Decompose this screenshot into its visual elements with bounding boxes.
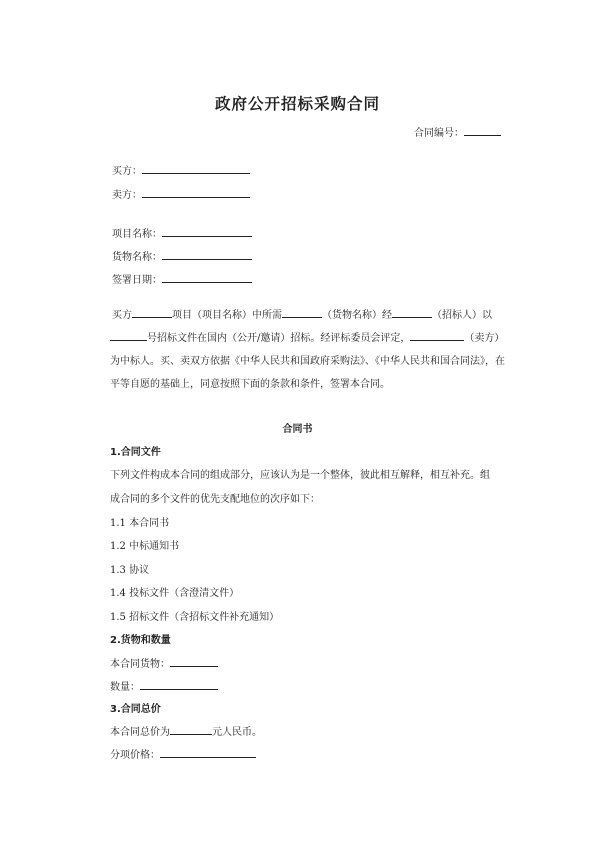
itemized-price-field: [110, 746, 256, 761]
intro-text: （招标人）以: [432, 310, 492, 321]
sign-date-blank: [162, 271, 252, 283]
document-title: 政府公开招标采购合同: [214, 95, 380, 113]
intro-text: 买方: [112, 310, 132, 321]
quantity-blank: [140, 678, 218, 690]
buyer-field: [112, 162, 250, 177]
intro-blank: [282, 306, 322, 318]
project-name-blank: [162, 225, 252, 237]
buyer-label: 买方：: [112, 166, 142, 177]
intro-blank: [132, 306, 172, 318]
contract-goods-label: 本合同货物：: [110, 659, 170, 670]
contract-number-field: [414, 124, 501, 139]
total-price-blank: [170, 723, 212, 735]
total-price-line: [110, 723, 262, 738]
itemized-price-blank: [160, 746, 256, 758]
total-price-currency: 元人民币。: [212, 727, 262, 738]
seller-blank: [142, 186, 250, 198]
intro-text: 项目（项目名称）中所需: [172, 310, 282, 321]
intro-text: （货物名称）经: [322, 310, 392, 321]
total-price-text: 本合同总价为: [110, 727, 170, 738]
intro-line-3: 为中标人。买、卖双方依据《中华人民共和国政府采购法》、《中华人民共和国合同法》，在: [110, 356, 505, 367]
intro-blank: [110, 329, 147, 341]
intro-paragraph: [112, 304, 504, 396]
project-name-field: [112, 225, 252, 240]
sign-date-label: 签署日期：: [112, 275, 162, 286]
intro-blank: [392, 306, 432, 318]
section-1-paragraph-line-1: 下列文件构成本合同的组成部分，应该认为是一个整体，彼此相互解释，相互补充。组: [110, 470, 490, 481]
intro-line-1: [112, 304, 504, 327]
contract-number-blank: [464, 124, 501, 136]
quantity-label: 数量：: [110, 682, 140, 693]
intro-text: 号招标文件在国内（公开/邀请）招标。经评标委员会评定，: [147, 333, 411, 344]
list-item: 1.1 本合同书: [110, 518, 170, 529]
contract-book-heading: 合同书: [282, 424, 313, 435]
goods-name-blank: [162, 248, 252, 260]
sign-date-field: [112, 271, 252, 286]
contract-goods-field: [110, 655, 218, 670]
intro-line-2: [110, 327, 504, 350]
buyer-blank: [142, 162, 250, 174]
intro-text: （卖方）: [464, 333, 505, 344]
contract-number-label: 合同编号：: [414, 128, 464, 139]
section-1-paragraph-line-2: 成合同的多个文件的优先支配地位的次序如下：: [110, 494, 320, 505]
section-1-heading: 1.合同文件: [110, 447, 161, 458]
section-3-heading: 3.合同总价: [110, 704, 161, 715]
list-item: 1.3 协议: [110, 565, 150, 576]
quantity-field: [110, 678, 218, 693]
list-item: 1.5 招标文件（含招标文件补充通知）: [110, 612, 280, 623]
goods-name-field: [112, 248, 252, 263]
goods-name-label: 货物名称：: [112, 252, 162, 263]
project-name-label: 项目名称：: [112, 229, 162, 240]
intro-blank: [410, 329, 464, 341]
seller-field: [112, 186, 250, 201]
contract-goods-blank: [170, 655, 218, 667]
list-item: 1.2 中标通知书: [110, 541, 180, 552]
list-item: 1.4 投标文件（含澄清文件）: [110, 588, 240, 599]
itemized-price-label: 分项价格：: [110, 750, 160, 761]
section-2-heading: 2.货物和数量: [110, 635, 171, 646]
seller-label: 卖方：: [112, 190, 142, 201]
intro-line-4: 平等自愿的基础上，同意按照下面的条款和条件，签署本合同。: [110, 379, 390, 390]
